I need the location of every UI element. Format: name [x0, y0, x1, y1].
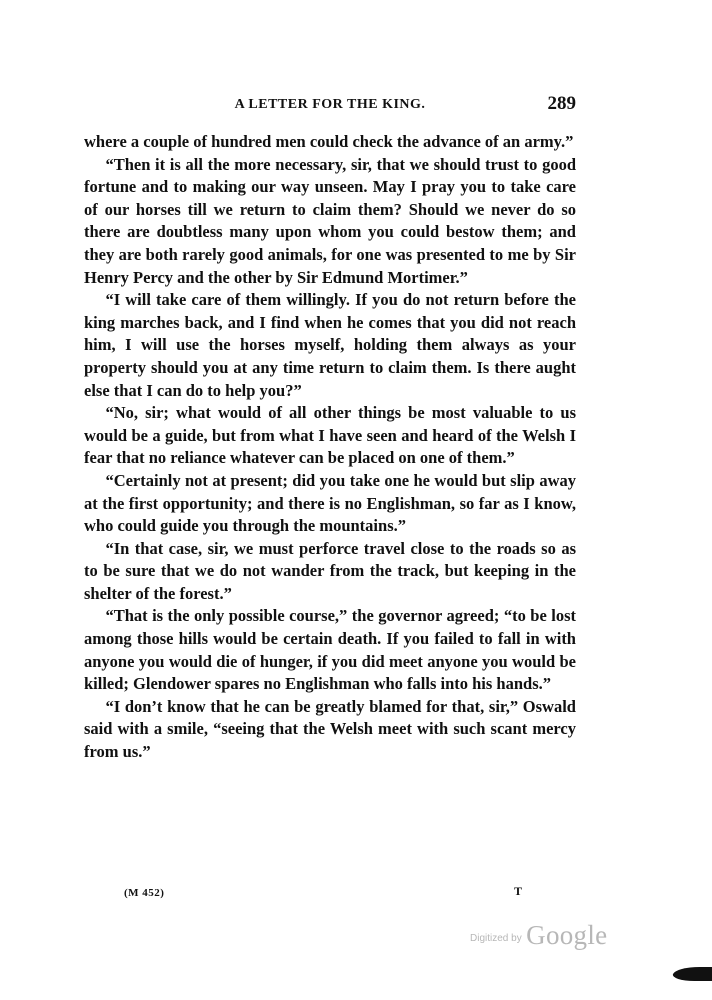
body-text [84, 131, 576, 764]
paragraph: “I don’t know that he can be greatly blamed for that, sir,” Oswald said with a smile, “seeing that the Welsh meet with such scant mercy from us.” [84, 696, 576, 762]
watermark-brand: Google [526, 920, 608, 950]
watermark-prefix: Digitized by [470, 933, 522, 944]
page-number: 289 [547, 93, 576, 114]
signature-letter: T [514, 884, 523, 898]
scan-artifact [670, 967, 712, 981]
printer-signature: (M 452) [124, 887, 165, 899]
paragraph: “Certainly not at present; did you take one he would but slip away at the first opportunity; and there is no Englishman, so far as I know, who could guide you through the mountains.” [84, 470, 576, 536]
paragraph: “I will take care of them willingly. If you do not return before the king marches back, and I find when he comes that you did not reach him, I will use the horses myself, holding them always as your property should you at any time return to claim them. Is there aught else that I can do to help you?” [84, 290, 576, 400]
running-title: A LETTER FOR THE KING. [234, 97, 426, 112]
paragraph: “Then it is all the more necessary, sir, that we should trust to good fortune and to making our way unseen. May I pray you to take care of our horses till we return to claim them? Should we never do so there are doubtless many upon whom you could bestow them; and they are both rarely good animals, for one was presented to me by Sir Henry Percy and the other by Sir Edmund Mortimer.” [84, 154, 576, 287]
paragraph: where a couple of hundred men could check the advance of an army.” [84, 132, 574, 151]
paragraph: “In that case, sir, we must perforce travel close to the roads so as to be sure that we do not wander from the track, but keeping in the shelter of the forest.” [84, 538, 576, 603]
running-head [84, 95, 576, 119]
digitized-watermark [470, 920, 607, 951]
paragraph: “That is the only possible course,” the governor agreed; “to be lost among those hills would be certain death. If you failed to fall in with anyone you would die of hunger, if you did meet anyone you would be killed; Glendower spares no Englishman who falls into his hands.” [84, 606, 576, 694]
paragraph: “No, sir; what would of all other things be most valuable to us would be a guide, but from what I have seen and heard of the Welsh I fear that no reliance whatever can be placed on one of them.” [84, 403, 576, 468]
